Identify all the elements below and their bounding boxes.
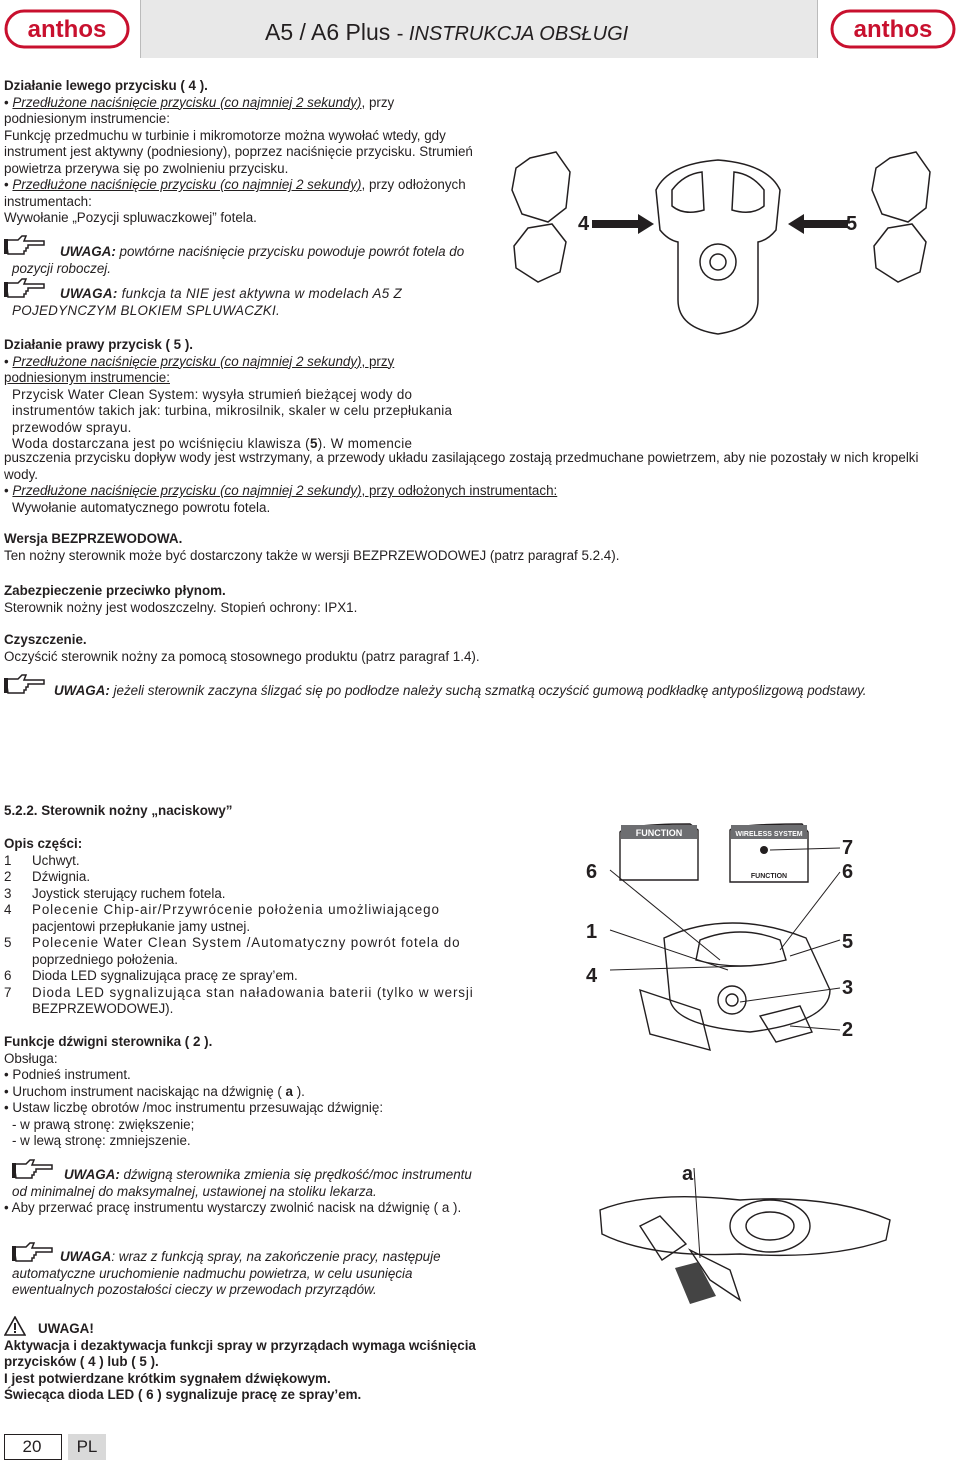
- lever-heading: Funkcje dźwigni sterownika ( 2 ).: [4, 1034, 213, 1049]
- anthos-logo-left: [4, 8, 130, 50]
- parts-item-text: BEZPRZEWODOWEJ).: [32, 1001, 174, 1016]
- left-button-bullet-1: • Przedłużone naciśnięcie przycisku (co najmniej 2 sekundy), przy podniesionym instrumencie:: [4, 94, 395, 126]
- note-3: UWAGA: jeżeli sterownik zaczyna ślizgać się po podłodze należy suchą szmatką oczyścić gumową podkładkę antypoślizgową podstawy.: [54, 683, 867, 698]
- pointing-hand-icon: [4, 673, 48, 695]
- foot-control-buttons-figure: [508, 150, 953, 340]
- right-button-paragraph-2: Woda dostarczana jest po wciśnięciu klawisza (5). W momencie: [12, 436, 413, 451]
- parts-item-text: Dźwignia.: [32, 869, 91, 884]
- parts-list-item: [4, 968, 478, 985]
- fig2-label-4: 4: [586, 965, 598, 987]
- parts-list-item: [4, 935, 478, 952]
- function-label: FUNCTION: [635, 828, 683, 838]
- wireless-heading: Wersja BEZPRZEWODOWA.: [4, 531, 183, 546]
- parts-list-item: [4, 985, 478, 1002]
- parts-item-number: 7: [4, 984, 12, 1000]
- parts-item-number: 5: [4, 935, 12, 950]
- parts-list-item: [4, 853, 478, 870]
- parts-item-text: Dioda LED sygnalizująca pracę ze spray’em.: [32, 968, 298, 983]
- language-code: PL: [76, 1437, 98, 1456]
- fig2-label-5: 5: [842, 931, 854, 953]
- cleaning-section: [4, 632, 956, 665]
- parts-item-number: 1: [4, 852, 12, 868]
- lever-line-2: • Uruchom instrument naciskając na dźwignię ( a ).: [4, 1083, 305, 1099]
- left-button-section: [4, 78, 476, 227]
- warning-section: [4, 1321, 478, 1404]
- parts-item-number: 6: [4, 968, 12, 983]
- right-button-bullet-2: • Przedłużone naciśnięcie przycisku (co najmniej 2 sekundy), przy odłożonych instrumentach:: [4, 483, 558, 498]
- fig2-label-1: 1: [586, 921, 598, 943]
- lever-line-3: • Ustaw liczbę obrotów /moc instrumentu przesuwając dźwignię:: [4, 1100, 384, 1115]
- left-button-bullet-2: • Przedłużone naciśnięcie przycisku (co najmniej 2 sekundy), przy odłożonych instrumentach:: [4, 177, 466, 209]
- cleaning-heading: Czyszczenie.: [4, 632, 87, 647]
- parts-list-item: [4, 869, 478, 886]
- note-4: UWAGA: dźwigną sterownika zmienia się prędkość/moc instrumentu od minimalnej do maksymalnej, ustawionej na stoliku lekarza. • Aby przerwać pracę instrumentu wystarczy zwolnić nacisk na dźwignię ( a ).: [12, 1167, 476, 1217]
- svg-text:anthos: anthos: [853, 16, 933, 43]
- svg-text:anthos: anthos: [27, 16, 107, 43]
- right-button-paragraph-1: Przycisk Water Clean System: wysyła strumień bieżącej wody do instrumentów takich jak: turbina, mikrosilnik, skaler w celu przepłukania przewodów sprayu.: [12, 386, 453, 435]
- lever-line-6: • Aby przerwać pracę instrumentu wystarczy zwolnić nacisk na dźwignię ( a ).: [4, 1200, 462, 1215]
- parts-list-item: [4, 886, 478, 903]
- left-button-heading: Działanie lewego przycisku ( 4 ).: [4, 78, 208, 93]
- parts-item-text: Dioda LED sygnalizująca stan naładowania baterii (tylko w wersji: [32, 984, 474, 1000]
- header-title: A5 / A6 Plus - INSTRUKCJA OBSŁUGI: [265, 19, 629, 45]
- note-5: UWAGA: wraz z funkcją spray, na zakończenie pracy, następuje automatyczne uruchomienie nadmuchu powietrza, w celu usunięcia ewentualnych pozostałości cieczy w przewodach przyrządów.: [12, 1249, 441, 1297]
- protection-text: Sterownik nożny jest wodoszczelny. Stopień ochrony: IPX1.: [4, 599, 358, 615]
- warning-line-1: Aktywacja i dezaktywacja funkcji spray w przyrządach wymaga wciśnięcia przycisków ( 4 ) lub ( 5 ).: [4, 1337, 476, 1369]
- parts-item-number: 2: [4, 869, 12, 884]
- right-button-section: [4, 337, 476, 453]
- parts-item-number: 3: [4, 885, 12, 901]
- parts-list-item: [4, 1001, 478, 1018]
- parts-list-item: [4, 952, 478, 969]
- lever-line-4: - w prawą stronę: zwiększenie;: [12, 1116, 195, 1132]
- lever-line-5: - w lewą stronę: zmniejszenie.: [12, 1133, 191, 1148]
- page-header: [0, 0, 960, 62]
- parts-item-number: 4: [4, 902, 12, 917]
- parts-list: [4, 836, 478, 1018]
- parts-item-text: pacjentowi przepłukanie jamy ustnej.: [32, 918, 251, 934]
- protection-section: [4, 583, 956, 616]
- parts-item-text: Polecenie Water Clean System /Automatyczny powrót fotela do: [32, 935, 461, 950]
- wireless-system-label: WIRELESS SYSTEM: [735, 831, 803, 838]
- parts-item-text: Uchwyt.: [32, 852, 80, 868]
- cleaning-text: Oczyścić sterownik nożny za pomocą stosownego produktu (patrz paragraf 1.4).: [4, 648, 480, 664]
- wireless-section: [4, 531, 956, 564]
- left-button-paragraph-1: Funkcję przedmuchu w turbinie i mikromotorze można wywołać wtedy, gdy instrument jest aktywny (podniesiony), poprzez naciśnięcie przycisku. Strumień powietrza przerywa się po zwolnieniu przycisku.: [4, 127, 473, 176]
- left-button-paragraph-2: Wywołanie „Pozycji spluwaczkowej” fotela.: [4, 210, 257, 225]
- function-label-2: FUNCTION: [750, 873, 788, 880]
- lever-sub: Obsługa:: [4, 1050, 58, 1066]
- warning-line-3: Świecąca dioda LED ( 6 ) sygnalizuje pracę ze spray’em.: [4, 1387, 362, 1402]
- fig2-label-3: 3: [842, 977, 854, 999]
- wireless-text: Ten nożny sterownik może być dostarczony także w wersji BEZPRZEWODOWEJ (patrz paragraf 5.2.4).: [4, 547, 620, 563]
- note-2: UWAGA: funkcja ta NIE jest aktywna w modelach A5 Z POJEDYNCZYM BLOKIEM SPLUWACZKI.: [12, 286, 402, 318]
- right-button-paragraph-3: puszczenia przycisku dopływ wody jest wstrzymany, a przewody układu zasilającego zostają przedmuchane powietrzem, aby nie pozostały w nich kropelki wody.: [4, 450, 919, 482]
- page-number: 20: [22, 1437, 42, 1456]
- anthos-logo-right: [830, 8, 956, 50]
- lever-line-1: • Podnieś instrument.: [4, 1067, 131, 1082]
- right-button-paragraph-4: Wywołanie automatycznego powrotu fotela.: [12, 499, 271, 515]
- right-button-section-cont: [4, 450, 956, 516]
- parts-item-text: poprzedniego położenia.: [32, 951, 178, 967]
- parts-list-item: [4, 902, 478, 919]
- fig2-label-6-right: 6: [842, 861, 854, 883]
- parts-item-text: Joystick sterujący ruchem fotela.: [32, 885, 226, 901]
- warning-line-2: I jest potwierdzane krótkim sygnałem dźwiękowym.: [4, 1370, 331, 1386]
- fig2-label-2: 2: [842, 1019, 854, 1041]
- parts-list-item: [4, 919, 478, 936]
- foot-control-parts-figure: [580, 820, 940, 1060]
- warning-label: UWAGA!: [38, 1321, 94, 1336]
- fig1-label-5: 5: [846, 213, 858, 235]
- note-1: UWAGA: powtórne naciśnięcie przycisku powoduje powrót fotela do pozycji roboczej.: [12, 244, 465, 276]
- foot-control-lever-figure: [590, 1150, 920, 1310]
- fig2-label-6-left: 6: [586, 861, 598, 883]
- protection-heading: Zabezpieczenie przeciwko płynom.: [4, 583, 226, 598]
- fig1-label-4: 4: [578, 213, 590, 235]
- parts-item-text: Polecenie Chip-air/Przywrócenie położenia umożliwiającego: [32, 902, 440, 917]
- fig3-label-a: a: [682, 1163, 694, 1185]
- fig2-label-7: 7: [842, 837, 854, 859]
- parts-heading: Opis części:: [4, 836, 83, 851]
- section-heading: 5.2.2. Sterownik nożny „naciskowy”: [4, 803, 233, 818]
- lever-section: [4, 1034, 478, 1150]
- right-button-bullet-1: • Przedłużone naciśnięcie przycisku (co najmniej 2 sekundy), przy podniesionym instrumencie:: [4, 353, 395, 385]
- right-button-heading: Działanie prawy przycisk ( 5 ).: [4, 337, 194, 352]
